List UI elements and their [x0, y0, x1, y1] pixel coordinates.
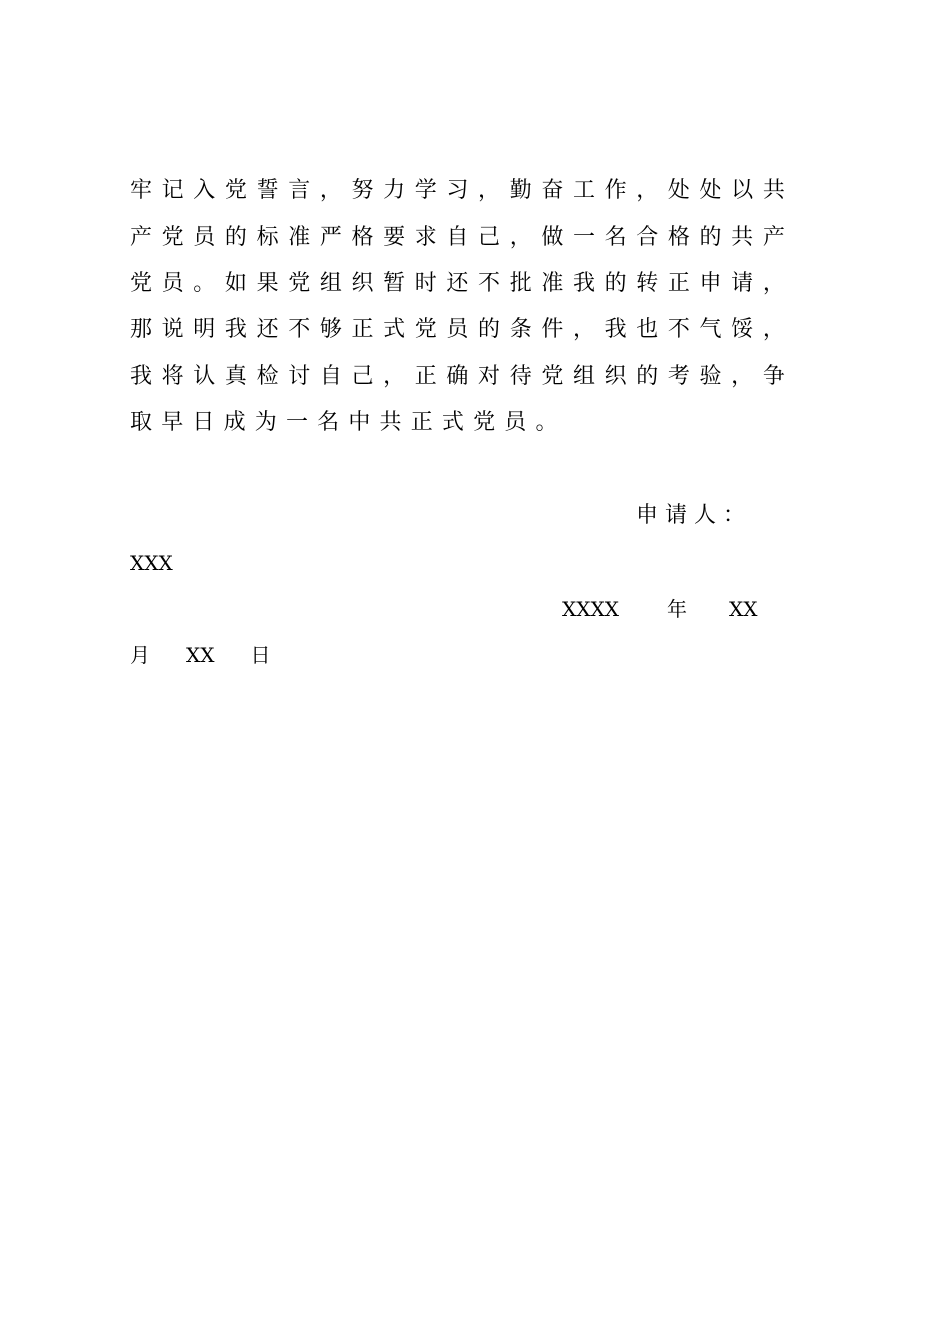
paragraph-line: 我 将 认 真 检 讨 自 己 ， 正 确 对 待 党 组 织 的 考 验 ， 争	[130, 364, 785, 389]
date-month-unit: 月	[130, 643, 150, 667]
date-year-value: XXXX	[562, 597, 619, 621]
paragraph-line: 党 员 。 如 果 党 组 织 暂 时 还 不 批 准 我 的 转 正 申 请 ，	[130, 271, 785, 296]
signer-name: XXX	[130, 551, 173, 575]
date-day-unit: 日	[250, 643, 271, 667]
date-month-day	[130, 640, 270, 670]
date-year-month	[562, 594, 757, 624]
date-year-unit: 年	[666, 597, 687, 621]
signer-label: 申请人：	[636, 503, 753, 528]
date-month-value: XX	[728, 597, 758, 621]
paragraph-line: 牢 记 入 党 誓 言 ， 努 力 学 习 ， 勤 奋 工 作 ， 处 处 以 共	[130, 178, 785, 203]
paragraph-line: 那 说 明 我 还 不 够 正 式 党 员 的 条 件 ， 我 也 不 气 馁 ，	[130, 317, 785, 342]
date-day-value: XX	[186, 643, 215, 667]
paragraph-line: 产 党 员 的 标 准 严 格 要 求 自 己 ， 做 一 名 合 格 的 共 产	[130, 225, 785, 250]
paragraph-line-last: 取 早 日 成 为 一 名 中 共 正 式 党 员 。	[130, 410, 558, 435]
